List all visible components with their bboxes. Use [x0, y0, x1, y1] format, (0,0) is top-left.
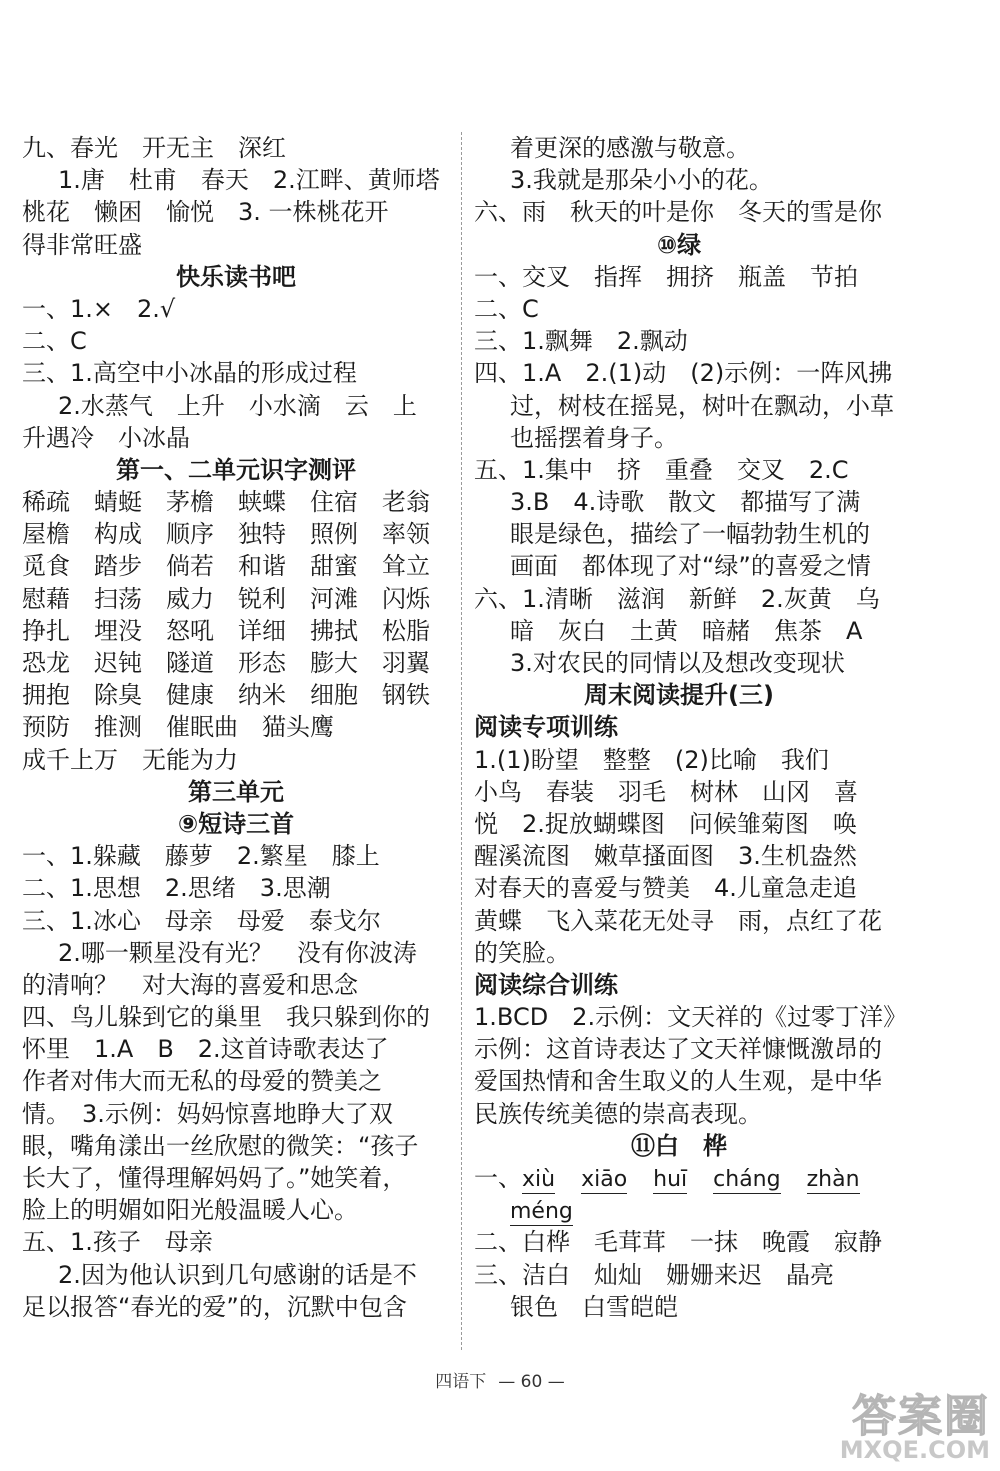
- text-line: 对春天的喜爱与赞美 4.儿童急走追: [474, 874, 857, 903]
- text-line: 长大了，懂得理解妈妈了。”她笑着，: [22, 1164, 407, 1192]
- text-line: 的笑脸。: [474, 938, 570, 967]
- text-line: 作者对伟大而无私的母爱的赞美之: [22, 1067, 382, 1096]
- text-line: 一、交叉 指挥 拥挤 瓶盖 节拍: [474, 262, 858, 291]
- section-heading: 周末阅读提升(三): [584, 681, 774, 710]
- unit-heading: 第三单元: [188, 777, 284, 806]
- text-line: 二、C: [22, 327, 87, 356]
- text-line: 九、春光 开无主 深红: [22, 134, 286, 162]
- text-line: 1.BCD 2.示例：文天祥的《过零丁洋》: [474, 1003, 908, 1032]
- text-line: 三、1.冰心 母亲 母爱 泰戈尔: [22, 906, 381, 935]
- sub-heading: 阅读综合训练: [474, 970, 618, 999]
- text-line: 预防 推测 催眠曲 猫头鹰: [22, 713, 334, 742]
- text-line: 小鸟 春装 羽毛 树林 山冈 喜: [474, 777, 858, 806]
- watermark-site: MXQE.COM: [839, 1436, 990, 1464]
- text-line: 二、1.思想 2.思绪 3.思潮: [22, 874, 331, 903]
- text-line: 成千上万 无能为力: [22, 745, 238, 774]
- text-line: 3.B 4.诗歌 散文 都描写了满: [510, 488, 861, 517]
- text-line: 慰藉 扫荡 威力 锐利 河滩 闪烁: [22, 584, 430, 613]
- text-line: 六、1.清晰 滋润 新鲜 2.灰黄 乌: [474, 584, 880, 613]
- column-divider: [461, 132, 462, 1350]
- text-line: 桃花 懒困 愉悦 3. 一株桃花开: [22, 198, 389, 227]
- page-number: — 60 —: [498, 1372, 565, 1392]
- text-line: 3.对农民的同情以及想改变现状: [510, 649, 845, 677]
- text-line: 也摇摆着身子。: [510, 423, 678, 452]
- text-line: 怀里 1.A B 2.这首诗歌表达了: [22, 1035, 389, 1064]
- text-line: 醒溪流图 嫩草搔面图 3.生机盎然: [474, 842, 857, 871]
- text-line: 六、雨 秋天的叶是你 冬天的雪是你: [474, 198, 882, 227]
- text-line: 二、白桦 毛茸茸 一抹 晚霞 寂静: [474, 1228, 882, 1257]
- pinyin-answer: méng: [510, 1199, 573, 1225]
- text-line: 的清响？ 对大海的喜爱和思念: [22, 970, 358, 999]
- text-line: 悦 2.捉放蝴蝶图 问候雏菊图 唤: [474, 809, 857, 838]
- text-line: 爱国热情和舍生取义的人生观，是中华: [474, 1067, 882, 1096]
- pinyin-answer: cháng: [713, 1167, 781, 1192]
- lesson-heading: ⑨短诗三首: [177, 809, 295, 838]
- pinyin-answer: huī: [653, 1167, 688, 1192]
- book-label: 四语下: [435, 1372, 487, 1392]
- text-line: 2.水蒸气 上升 小水滴 云 上: [58, 391, 417, 420]
- text-line: 足以报答“春光的爱”的，沉默中包含: [22, 1292, 407, 1321]
- text-line: 暗 灰白 土黄 暗赭 焦茶 A: [510, 616, 863, 645]
- text-line: 二、C: [474, 294, 539, 323]
- text-line: 1.(1)盼望 整整 (2)比喻 我们: [474, 745, 829, 774]
- text-line: 银色 白雪皑皑: [510, 1292, 678, 1321]
- text-line: 五、1.孩子 母亲: [22, 1228, 213, 1257]
- sub-heading: 阅读专项训练: [474, 713, 618, 742]
- text-line: 稀疏 蜻蜓 茅檐 蛱蝶 住宿 老翁: [22, 488, 430, 517]
- text-line: 2.哪一颗星没有光？ 没有你波涛: [58, 938, 417, 967]
- text-line: 得非常旺盛: [22, 230, 142, 259]
- text-line: 三、1.高空中小冰晶的形成过程: [22, 359, 357, 388]
- text-line: 屋檐 构成 顺序 独特 照例 率领: [22, 520, 430, 549]
- text-line: 恐龙 迟钝 隧道 形态 膨大 羽翼: [22, 649, 430, 677]
- pinyin-row: [474, 1194, 884, 1226]
- text-line: 着更深的感激与敬意。: [510, 134, 750, 162]
- text-line: 五、1.集中 挤 重叠 交叉 2.C: [474, 455, 849, 484]
- watermark-logo: [800, 1380, 996, 1466]
- left-column: [22, 132, 450, 1323]
- pinyin-answer: xiù: [522, 1167, 556, 1192]
- text-line: 3.我就是那朵小小的花。: [510, 166, 773, 195]
- section-heading: 快乐读书吧: [176, 262, 296, 291]
- text-line: 眼是绿色，描绘了一幅勃勃生机的: [510, 520, 870, 549]
- watermark-text: 答案圈: [852, 1391, 990, 1442]
- text-line: 三、洁白 灿灿 姗姗来迟 晶亮: [474, 1260, 834, 1289]
- text-line: 情。 3.示例：妈妈惊喜地睁大了双: [22, 1099, 393, 1128]
- text-line: 四、鸟儿躲到它的巢里 我只躲到你的: [22, 1003, 430, 1032]
- pinyin-row: [474, 1162, 884, 1194]
- text-line: 四、1.A 2.(1)动 (2)示例：一阵风拂: [474, 359, 893, 388]
- pinyin-answer: xiāo: [581, 1167, 628, 1192]
- text-line: 脸上的明媚如阳光般温暖人心。: [22, 1196, 358, 1225]
- pinyin-prefix: 一、: [474, 1164, 522, 1192]
- lesson-heading: ⑩绿: [656, 230, 702, 259]
- text-line: 升遇冷 小冰晶: [22, 423, 190, 452]
- text-line: 挣扎 埋没 怒吼 详细 拂拭 松脂: [22, 616, 430, 645]
- text-line: 画面 都体现了对“绿”的喜爱之情: [510, 552, 871, 581]
- text-line: 1.唐 杜甫 春天 2.江畔、黄师塔: [58, 166, 440, 195]
- text-line: 2.因为他认识到几句感谢的话是不: [58, 1260, 417, 1289]
- text-line: 一、1.躲藏 藤萝 2.繁星 膝上: [22, 842, 380, 871]
- text-line: 一、1.× 2.√: [22, 294, 176, 323]
- text-line: 眼，嘴角漾出一丝欣慰的微笑：“孩子: [22, 1131, 419, 1160]
- text-line: 民族传统美德的崇高表现。: [474, 1099, 762, 1128]
- text-line: 觅食 踏步 倘若 和谐 甜蜜 耸立: [22, 552, 430, 581]
- text-line: 拥抱 除臭 健康 纳米 细胞 钢铁: [22, 681, 430, 710]
- text-line: 过，树枝在摇晃，树叶在飘动，小草: [510, 391, 894, 420]
- pinyin-answer: zhàn: [806, 1167, 860, 1192]
- section-heading: 第一、二单元识字测评: [116, 455, 356, 484]
- text-line: 示例：这首诗表达了文天祥慷慨激昂的: [474, 1035, 882, 1064]
- lesson-heading: ⑪白 桦: [631, 1131, 727, 1160]
- text-line: 黄蝶 飞入菜花无处寻 雨，点红了花: [474, 906, 882, 935]
- text-line: 三、1.飘舞 2.飘动: [474, 327, 688, 356]
- right-column: [474, 132, 908, 1323]
